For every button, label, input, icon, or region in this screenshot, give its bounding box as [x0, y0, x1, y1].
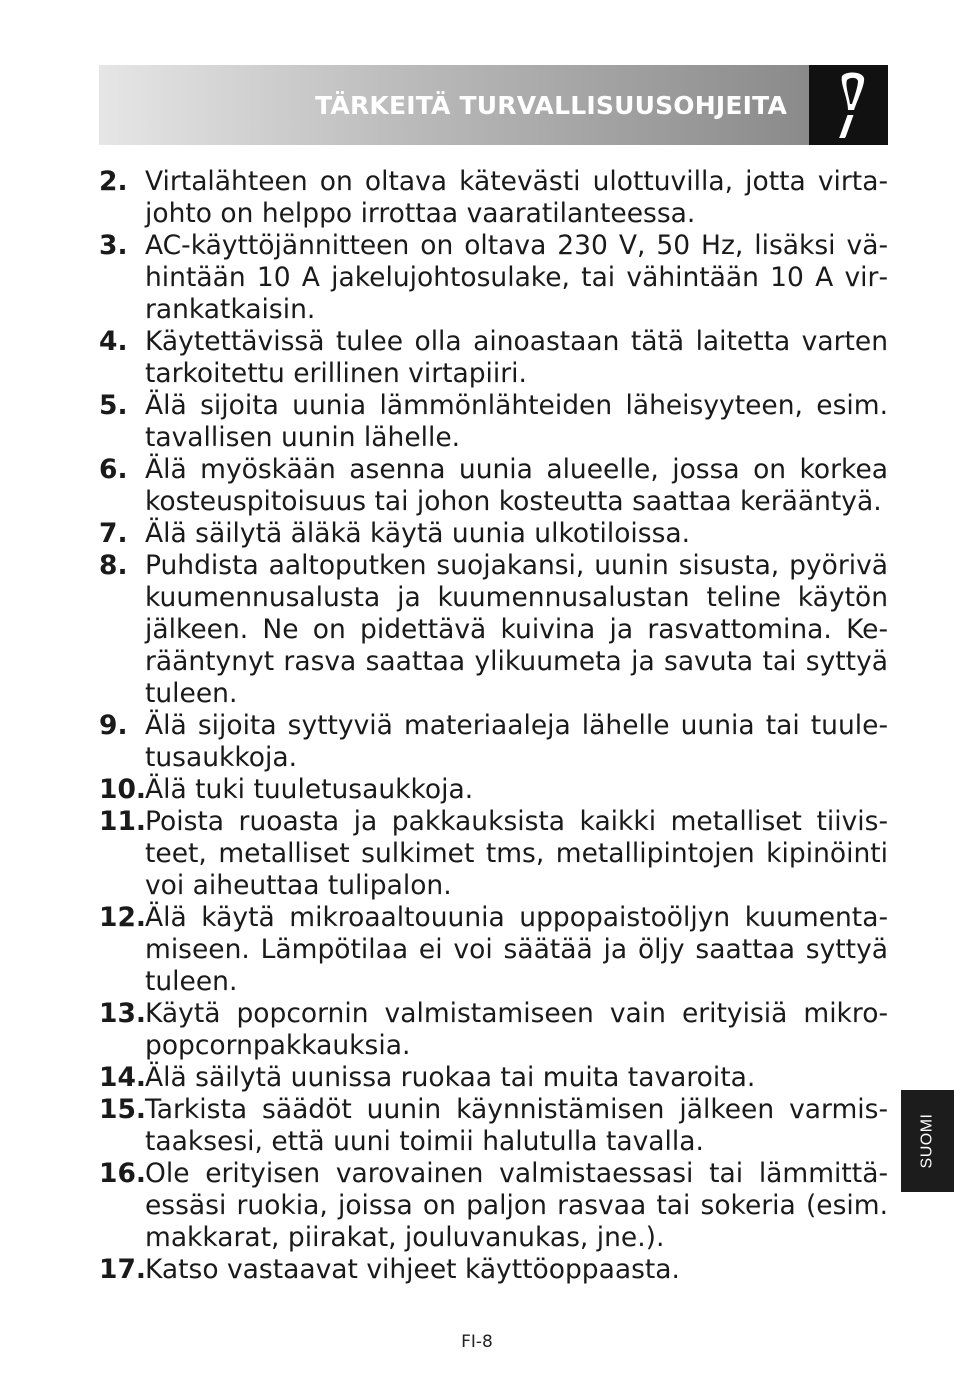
item-text: Älä sijoita syttyviä materiaaleja lähelle uunia tai tuuletusaukkoja. [145, 710, 888, 773]
item-text: Älä säilytä uunissa ruokaa tai muita tavaroita. [145, 1062, 756, 1093]
header-band [99, 65, 809, 145]
list-item [99, 166, 888, 230]
item-number: 3. [99, 230, 128, 261]
item-number: 15. [99, 1094, 146, 1125]
item-number: 8. [99, 550, 128, 581]
item-text: Poista ruoasta ja pakkauksista kaikki metalliset tiivisteet, metalliset sulkimet tms, metallipintojen kipinöinti voi aiheuttaa tulipalon. [145, 806, 888, 901]
item-text: AC-käyttöjännitteen on oltava 230 V, 50 Hz, lisäksi vähintään 10 A jakelujohtosulake, tai vähintään 10 A virrankatkaisin. [145, 230, 888, 325]
list-item [99, 998, 888, 1062]
item-text: Katso vastaavat vihjeet käyttöoppaasta. [145, 1254, 680, 1285]
item-number: 17. [99, 1254, 146, 1285]
item-number: 2. [99, 166, 128, 197]
item-number: 11. [99, 806, 146, 837]
list-item [99, 1062, 888, 1094]
list-item [99, 1158, 888, 1254]
item-number: 10. [99, 774, 146, 805]
section-title: TÄRKEITÄ TURVALLISUUSOHJEITA [315, 90, 787, 120]
list-item [99, 550, 888, 710]
list-item [99, 518, 888, 550]
list-item [99, 1094, 888, 1158]
item-text: Puhdista aaltoputken suojakansi, uunin sisusta, pyörivä kuumennusalusta ja kuumennusalustan teline käytön jälkeen. Ne on pidettävä kuivina ja rasvattomina. Kerääntynyt rasva saattaa ylikuumeta ja savuta tai syttyä tuleen. [145, 550, 888, 709]
item-text: Virtalähteen on oltava kätevästi ulottuvilla, jotta virtajohto on helppo irrottaa vaaratilanteessa. [145, 166, 888, 229]
list-item [99, 230, 888, 326]
item-text: Tarkista säädöt uunin käynnistämisen jälkeen varmistaaksesi, että uuni toimii halutulla tavalla. [145, 1094, 888, 1157]
language-tab-label: SUOMI [918, 1113, 936, 1169]
list-item [99, 774, 888, 806]
item-number: 14. [99, 1062, 146, 1093]
item-number: 6. [99, 454, 128, 485]
list-item [99, 902, 888, 998]
header-icon-box [809, 65, 888, 145]
item-number: 13. [99, 998, 146, 1029]
list-item [99, 454, 888, 518]
item-number: 9. [99, 710, 128, 741]
item-text: Älä myöskään asenna uunia alueelle, jossa on korkea kosteuspitoisuus tai johon kosteutta saattaa kerääntyä. [145, 454, 888, 517]
item-number: 16. [99, 1158, 146, 1189]
item-number: 4. [99, 326, 128, 357]
list-item [99, 326, 888, 390]
item-text: Ole erityisen varovainen valmistaessasi tai lämmittäessäsi ruokia, joissa on paljon rasvaa tai sokeria (esim. makkarat, piirakat, jouluvanukas, jne.). [145, 1158, 888, 1253]
item-text: Älä sijoita uunia lämmönlähteiden läheisyyteen, esim. tavallisen uunin lähelle. [145, 390, 888, 453]
list-item [99, 390, 888, 454]
item-number: 5. [99, 390, 128, 421]
item-text: Älä säilytä äläkä käytä uunia ulkotiloissa. [145, 518, 691, 549]
language-tab [901, 1090, 954, 1192]
warning-exclamation-icon [829, 70, 869, 140]
item-text: Älä tuki tuuletusaukkoja. [145, 774, 474, 805]
page-number: FI-8 [461, 1332, 493, 1352]
list-item [99, 1254, 888, 1286]
item-text: Käytä popcornin valmistamiseen vain erityisiä mikropopcornpakkauksia. [145, 998, 888, 1061]
list-item [99, 806, 888, 902]
item-number: 12. [99, 902, 146, 933]
section-header [99, 65, 888, 145]
list-item [99, 710, 888, 774]
safety-instructions-list [99, 166, 888, 1286]
item-text: Käytettävissä tulee olla ainoastaan tätä laitetta varten tarkoitettu erillinen virtapiiri. [145, 326, 888, 389]
item-text: Älä käytä mikroaaltouunia uppopaistoöljyn kuumentamiseen. Lämpötilaa ei voi säätää ja öljy saattaa syttyä tuleen. [145, 902, 888, 997]
item-number: 7. [99, 518, 128, 549]
